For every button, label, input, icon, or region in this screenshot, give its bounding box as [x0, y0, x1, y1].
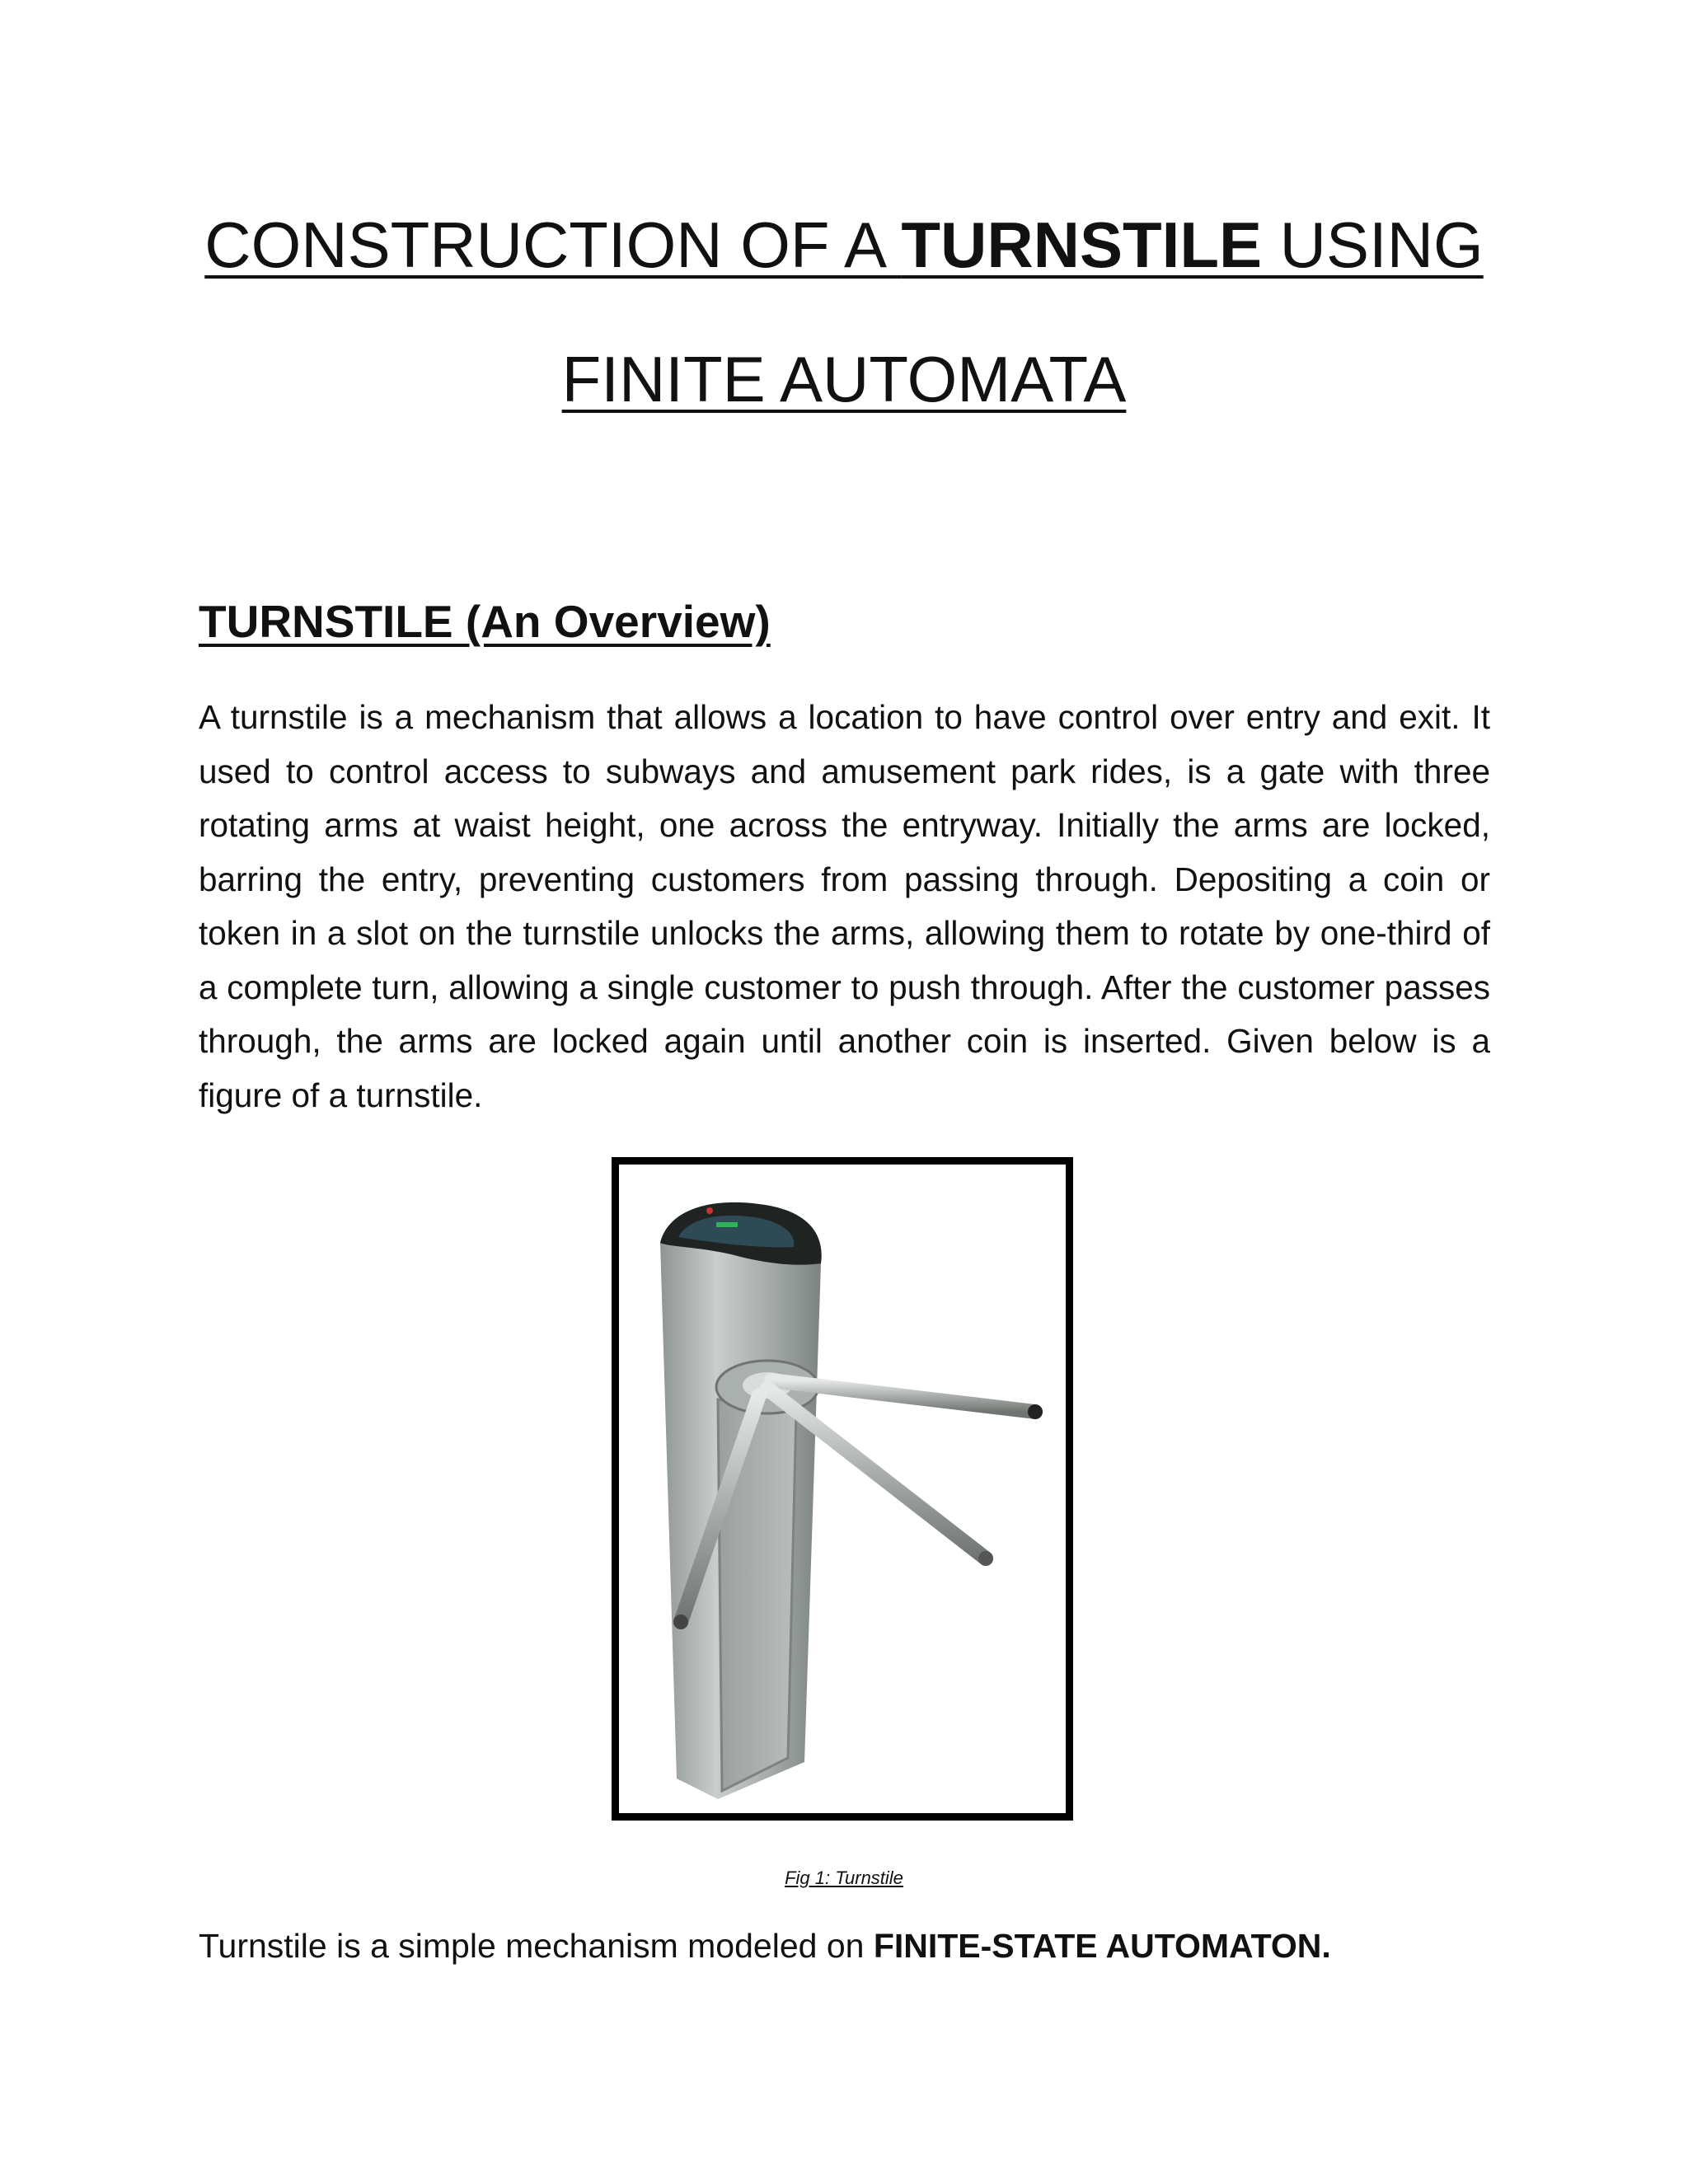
- title-text-post: USING: [1262, 209, 1484, 281]
- closing-bold-text: FINITE-STATE AUTOMATON.: [873, 1927, 1331, 1965]
- arm-end-cap-1: [1028, 1404, 1043, 1419]
- document-title-line-2: [0, 344, 1688, 415]
- closing-sentence: [199, 1927, 1331, 1966]
- turnstile-figure: [612, 1157, 1073, 1821]
- overview-paragraph: A turnstile is a mechanism that allows a location to have control over entry and exit. It used to control access to subways and amusement park rides, is a gate with three rotating arms at waist height, one across the entryway. Initially the arms are locked, barring the entry, preventing customers from passing through. Depositing a coin or token in a slot on the turnstile unlocks the arms, allowing them to rotate by one-third of a complete turn, allowing a single customer to push through. After the customer passes through, the arms are locked again until another coin is inserted. Given below is a figure of a turnstile.: [199, 698, 1490, 1114]
- arm-end-cap-2: [978, 1551, 993, 1566]
- turnstile-illustration: [619, 1165, 1066, 1813]
- closing-text: Turnstile is a simple mechanism modeled on: [199, 1927, 874, 1965]
- status-led-icon: [706, 1207, 713, 1214]
- section-heading: TURNSTILE (An Overview): [199, 596, 771, 647]
- status-light-icon: [716, 1222, 738, 1227]
- document-title-line-1: [0, 210, 1688, 281]
- title-text-bold: TURNSTILE: [901, 209, 1262, 281]
- title-underlined-text: [204, 209, 1483, 281]
- figure-caption: Fig 1: Turnstile: [785, 1868, 903, 1888]
- title-text-line-2: FINITE AUTOMATA: [561, 343, 1127, 415]
- title-text-pre: CONSTRUCTION OF A: [204, 209, 902, 281]
- arm-end-cap-3: [673, 1615, 688, 1629]
